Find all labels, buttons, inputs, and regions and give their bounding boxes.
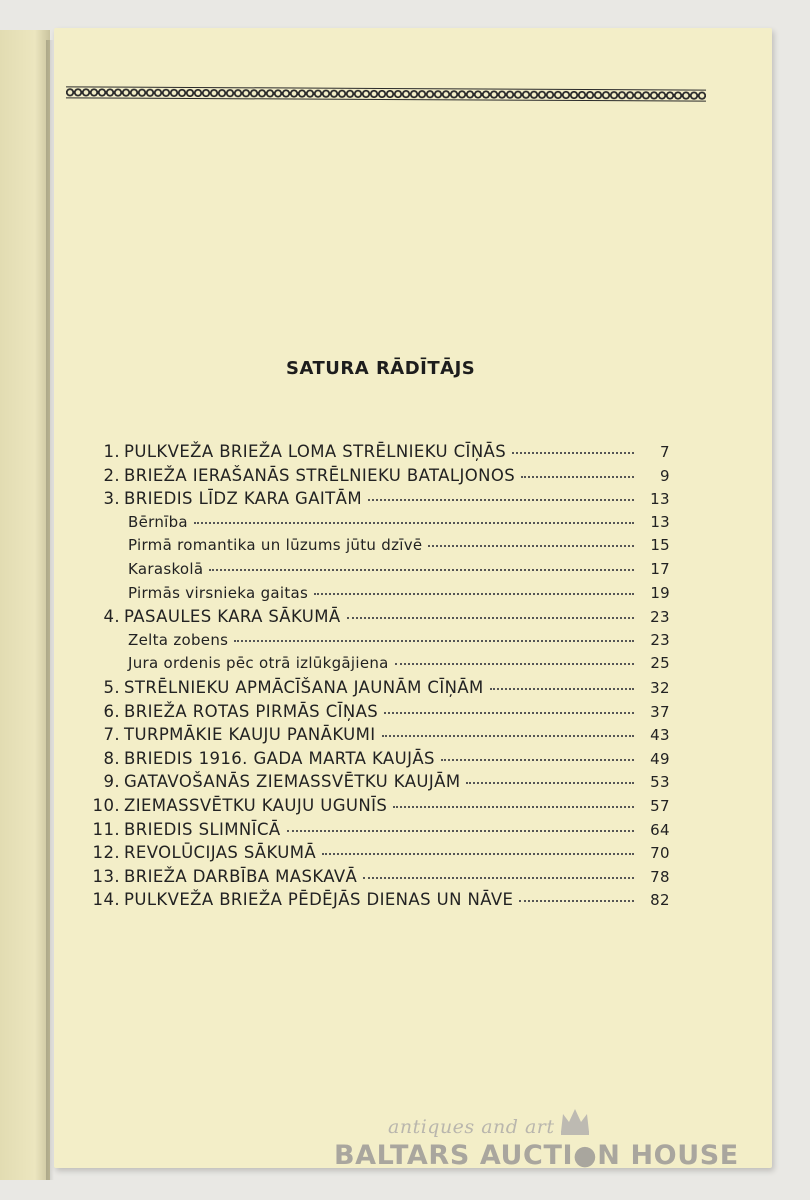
watermark-brand: BALTARS AUCTI●N HOUSE bbox=[334, 1140, 739, 1171]
toc-entry-title: GATAVOŠANĀS ZIEMASSVĒTKU KAUJĀM bbox=[124, 772, 461, 792]
toc-entry bbox=[78, 678, 670, 702]
toc-entry-number: 1. bbox=[103, 442, 120, 461]
toc-page-number: 25 bbox=[650, 654, 670, 673]
toc-entry-number: 6. bbox=[103, 701, 120, 721]
toc-entry bbox=[78, 890, 670, 914]
toc-page-number: 23 bbox=[650, 630, 670, 649]
toc-entry-number: 9. bbox=[103, 772, 120, 792]
dot-leader bbox=[287, 829, 634, 832]
toc-entry-title: Zelta zobens bbox=[128, 630, 229, 649]
table-of-contents bbox=[78, 442, 670, 914]
toc-entry-title: PULKVEŽA BRIEŽA LOMA STRĒLNIEKU CĪŅĀS bbox=[124, 442, 507, 461]
toc-entry-title: STRĒLNIEKU APMĀCĪŠANA JAUNĀM CĪŅĀM bbox=[124, 677, 484, 697]
dot-leader bbox=[441, 758, 634, 761]
toc-page-number: 23 bbox=[650, 608, 670, 627]
dot-leader bbox=[466, 781, 634, 784]
toc-entry-number: 2. bbox=[103, 465, 120, 485]
toc-entry-number: 14. bbox=[92, 890, 120, 910]
watermark-tagline: antiques and art bbox=[388, 1116, 555, 1138]
toc-entry-title: Jura ordenis pēc otrā izlūkgājiena bbox=[128, 654, 389, 673]
page-heading: SATURA RĀDĪTĀJS bbox=[286, 358, 476, 379]
toc-entry-title: Pirmā romantika un lūzums jūtu dzīvē bbox=[128, 536, 423, 555]
toc-entry bbox=[78, 607, 670, 631]
dot-leader bbox=[382, 734, 634, 737]
crown-icon bbox=[558, 1106, 592, 1136]
toc-page-number: 57 bbox=[650, 796, 670, 815]
toc-entry-number: 5. bbox=[103, 677, 120, 697]
toc-page-number: 19 bbox=[650, 583, 670, 602]
toc-entry-number: 8. bbox=[103, 748, 120, 768]
toc-page-number: 32 bbox=[650, 678, 670, 697]
toc-entry-number: 3. bbox=[103, 489, 120, 509]
dot-leader bbox=[322, 852, 634, 855]
dot-leader bbox=[393, 805, 634, 808]
toc-entry-title: PULKVEŽA BRIEŽA PĒDĒJĀS DIENAS UN NĀVE bbox=[124, 890, 514, 910]
watermark bbox=[0, 1110, 810, 1190]
toc-subentry bbox=[78, 560, 670, 584]
toc-entry-title: ZIEMASSVĒTKU KAUJU UGUNĪS bbox=[124, 795, 388, 815]
book-page bbox=[54, 28, 772, 1168]
toc-entry-number: 11. bbox=[92, 819, 120, 839]
toc-entry-number: 13. bbox=[92, 866, 120, 886]
decorative-border bbox=[66, 86, 706, 101]
toc-entry-title: BRIEŽA ROTAS PIRMĀS CĪŅAS bbox=[124, 701, 379, 721]
toc-entry bbox=[78, 867, 670, 891]
toc-page-number: 49 bbox=[650, 749, 670, 768]
toc-entry-title: BRIEŽA IERAŠANĀS STRĒLNIEKU BATALJONOS bbox=[124, 465, 516, 485]
toc-page-number: 7 bbox=[660, 443, 670, 461]
dot-leader bbox=[395, 662, 634, 665]
toc-entry bbox=[78, 442, 670, 466]
toc-entry-title: BRIEŽA DARBĪBA MASKAVĀ bbox=[124, 866, 358, 886]
dot-leader bbox=[490, 687, 634, 690]
dot-leader bbox=[519, 899, 634, 902]
dot-leader bbox=[384, 711, 634, 714]
toc-page-number: 78 bbox=[650, 867, 670, 886]
toc-entry-number: 7. bbox=[103, 725, 120, 745]
dot-leader bbox=[512, 451, 634, 454]
toc-entry-title: REVOLŪCIJAS SĀKUMĀ bbox=[124, 843, 317, 863]
toc-page-number: 43 bbox=[650, 726, 670, 745]
toc-subentry bbox=[78, 536, 670, 560]
toc-subentry bbox=[78, 631, 670, 655]
toc-entry-title: BRIEDIS 1916. GADA MARTA KAUJĀS bbox=[124, 748, 435, 768]
dot-leader bbox=[209, 568, 634, 571]
toc-subentry bbox=[78, 654, 670, 678]
dot-leader bbox=[347, 616, 634, 619]
facing-page-edge bbox=[0, 30, 50, 1180]
dot-leader bbox=[368, 498, 634, 501]
toc-entry bbox=[78, 796, 670, 820]
dot-leader bbox=[234, 639, 634, 642]
toc-page-number: 64 bbox=[650, 820, 670, 839]
toc-entry bbox=[78, 489, 670, 513]
toc-entry-title: Bērnība bbox=[128, 512, 188, 531]
toc-entry-number: 12. bbox=[92, 843, 120, 863]
toc-entry bbox=[78, 749, 670, 773]
toc-page-number: 53 bbox=[650, 773, 670, 792]
toc-entry-title: BRIEDIS LĪDZ KARA GAITĀM bbox=[124, 489, 362, 509]
toc-page-number: 70 bbox=[650, 844, 670, 863]
toc-page-number: 15 bbox=[650, 536, 670, 555]
toc-page-number: 13 bbox=[650, 490, 670, 509]
toc-entry-title: Pirmās virsnieka gaitas bbox=[128, 583, 309, 602]
toc-entry bbox=[78, 725, 670, 749]
toc-entry bbox=[78, 466, 670, 490]
toc-subentry bbox=[78, 584, 670, 608]
toc-entry-title: Karaskolā bbox=[128, 559, 204, 578]
toc-subentry bbox=[78, 513, 670, 537]
dot-leader bbox=[363, 876, 634, 879]
page-gutter-shadow bbox=[46, 40, 54, 1180]
toc-entry-title: TURPMĀKIE KAUJU PANĀKUMI bbox=[124, 725, 376, 745]
toc-entry-number: 10. bbox=[92, 795, 120, 815]
toc-entry bbox=[78, 843, 670, 867]
toc-page-number: 9 bbox=[660, 466, 670, 485]
toc-page-number: 17 bbox=[650, 559, 670, 578]
dot-leader bbox=[521, 475, 634, 478]
toc-entry-title: BRIEDIS SLIMNĪCĀ bbox=[124, 819, 281, 839]
toc-entry bbox=[78, 772, 670, 796]
toc-entry-number: 4. bbox=[103, 607, 120, 627]
toc-page-number: 13 bbox=[650, 512, 670, 531]
toc-page-number: 37 bbox=[650, 702, 670, 721]
toc-entry-title: PASAULES KARA SĀKUMĀ bbox=[124, 607, 341, 627]
dot-leader bbox=[314, 592, 634, 595]
dot-leader bbox=[428, 544, 634, 547]
toc-entry bbox=[78, 702, 670, 726]
toc-page-number: 82 bbox=[650, 891, 670, 910]
toc-entry bbox=[78, 820, 670, 844]
dot-leader bbox=[194, 521, 634, 524]
